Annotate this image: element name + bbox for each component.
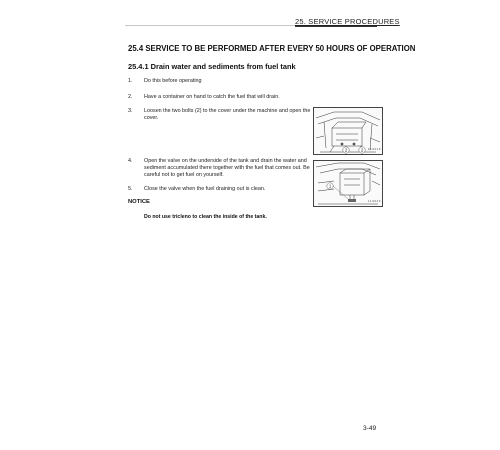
figure-reference: 1 1 9 0 1 9	[368, 148, 381, 151]
step-number: 3.	[128, 108, 133, 114]
page-number: 3-49	[363, 425, 377, 432]
callout-number: 2	[344, 147, 348, 153]
header-rule-faint	[125, 25, 295, 26]
step-number: 1.	[128, 78, 133, 84]
drain-valve	[348, 199, 356, 202]
figure-reference: 1 1 9 0 2 0	[368, 200, 381, 203]
callout-number: 2	[360, 147, 364, 153]
notice-text: Do not use tricleno to clean the inside of the tank.	[144, 214, 267, 220]
subsection-title: 25.4.1 Drain water and sediments from fuel tank	[128, 62, 296, 71]
step-text: Open the valve on the underside of the tank and drain the water and sediment accumulated there together with the fuel that comes out. Be careful not to get fuel on yourself.	[144, 158, 310, 179]
header-rule	[295, 26, 377, 27]
section-title: 25.4 SERVICE TO BE PERFORMED AFTER EVERY 50 HOURS OF OPERATION	[128, 44, 416, 53]
step-number: 2.	[128, 94, 133, 100]
notice-label: NOTICE	[128, 199, 150, 205]
running-head: 25. SERVICE PROCEDURES	[295, 17, 400, 26]
step-text: Close the valve when the fuel draining out is clean.	[144, 186, 266, 192]
step-text: Loosen the two bolts (2) to the cover under the machine and open the cover.	[144, 108, 311, 122]
step-text: Have a container on hand to catch the fuel that will drain.	[144, 94, 280, 100]
step-text: Do this before operating	[144, 78, 202, 84]
callout-number: 1	[328, 183, 332, 189]
step-number: 4.	[128, 158, 133, 164]
step-number: 5.	[128, 186, 133, 192]
